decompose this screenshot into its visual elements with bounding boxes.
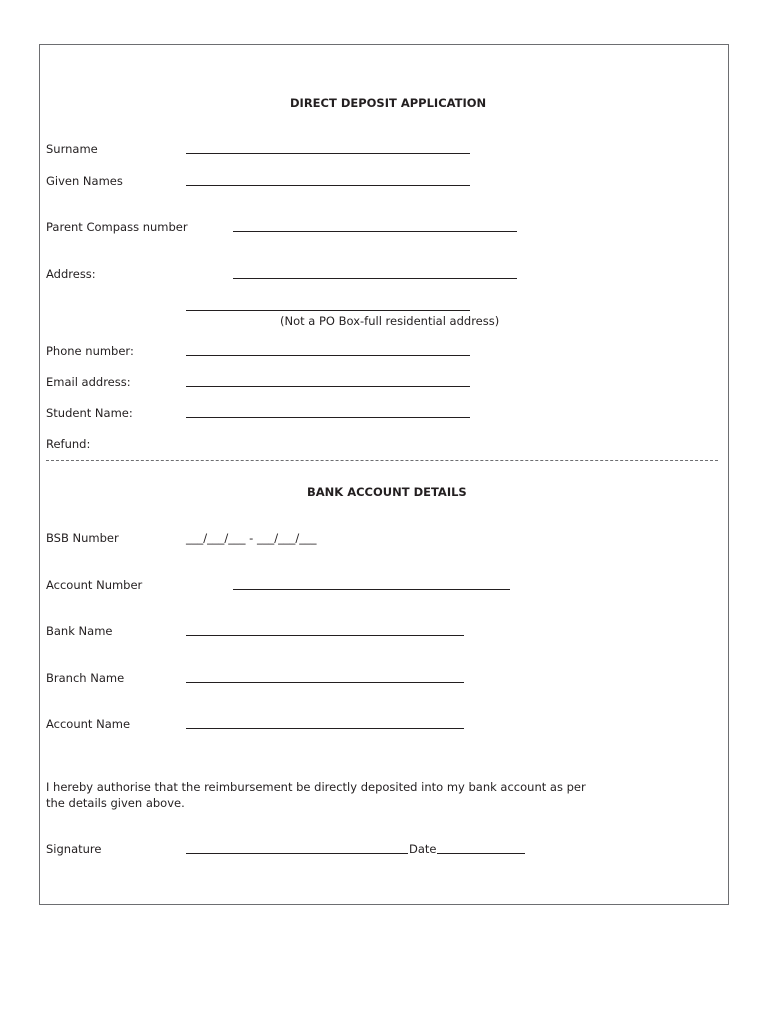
- bank-section-title: BANK ACCOUNT DETAILS: [307, 485, 467, 499]
- account-number-field[interactable]: [233, 589, 510, 590]
- branch-name-field[interactable]: [186, 682, 464, 683]
- bank-name-label: Bank Name: [46, 624, 113, 638]
- given-names-field[interactable]: [186, 185, 470, 186]
- account-name-field[interactable]: [186, 728, 464, 729]
- account-name-label: Account Name: [46, 717, 131, 731]
- email-label: Email address:: [46, 375, 131, 389]
- address-field-line-2[interactable]: [186, 310, 470, 311]
- bsb-label: BSB Number: [46, 531, 119, 545]
- parent-compass-field[interactable]: [233, 231, 517, 232]
- bank-name-field[interactable]: [186, 635, 464, 636]
- address-field-line-1[interactable]: [233, 278, 517, 279]
- branch-name-label: Branch Name: [46, 671, 125, 685]
- phone-label: Phone number:: [46, 344, 134, 358]
- form-title: DIRECT DEPOSIT APPLICATION: [290, 96, 487, 110]
- date-field[interactable]: [437, 853, 525, 854]
- address-note: (Not a PO Box-full residential address): [280, 314, 500, 328]
- form-frame: [39, 44, 729, 905]
- signature-label: Signature: [46, 842, 102, 856]
- address-label: Address:: [46, 267, 96, 281]
- account-number-label: Account Number: [46, 578, 143, 592]
- given-names-label: Given Names: [46, 174, 123, 188]
- bsb-field[interactable]: ___/___/___ - ___/___/___: [186, 531, 317, 545]
- phone-field[interactable]: [186, 355, 470, 356]
- signature-field[interactable]: [186, 853, 408, 854]
- student-name-label: Student Name:: [46, 406, 133, 420]
- parent-compass-label: Parent Compass number: [46, 220, 188, 234]
- section-divider: [46, 460, 718, 461]
- surname-label: Surname: [46, 142, 98, 156]
- student-name-field[interactable]: [186, 417, 470, 418]
- authorisation-text: I hereby authorise that the reimbursement be directly deposited into my bank account as per the details given above.: [46, 780, 586, 810]
- email-field[interactable]: [186, 386, 470, 387]
- refund-label: Refund:: [46, 437, 91, 451]
- surname-field[interactable]: [186, 153, 470, 154]
- date-label: Date: [409, 842, 437, 856]
